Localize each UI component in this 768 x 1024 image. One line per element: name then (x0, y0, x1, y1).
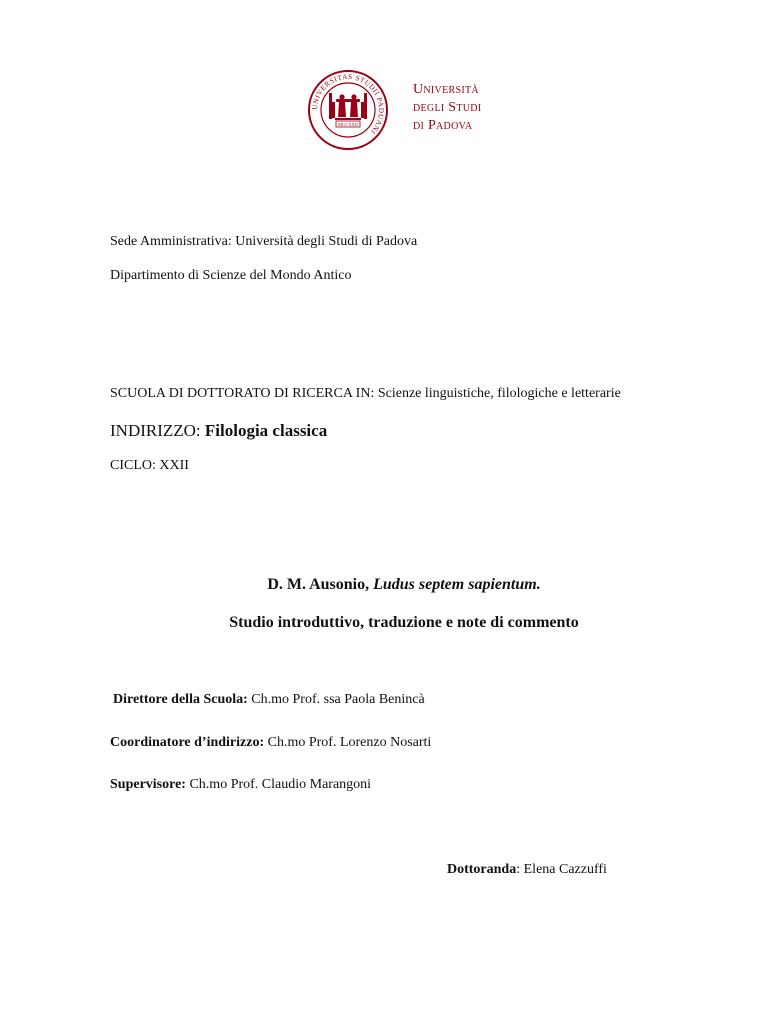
university-seal-icon (307, 69, 389, 151)
direttore-value: Ch.mo Prof. ssa Paola Benincà (251, 692, 425, 707)
dottoranda-line (447, 862, 607, 878)
scuola-line (110, 386, 621, 402)
university-name-line-1: Università (413, 82, 479, 97)
thesis-subtitle: Studio introduttivo, traduzione e note di commento (229, 614, 579, 631)
sede-line (110, 234, 417, 250)
scuola-label: SCUOLA DI DOTTORATO DI RICERCA IN: (110, 386, 375, 401)
university-name (413, 81, 481, 135)
dottoranda-label: Dottoranda (447, 862, 517, 877)
thesis-work-title: Ludus septem sapientum. (373, 576, 541, 593)
university-name-line-2: degli Studi (413, 100, 482, 115)
seal-outer-text: UNIVERSITAS STUDII PADUANI (310, 72, 386, 136)
supervisore-line (110, 777, 371, 793)
coordinatore-value: Ch.mo Prof. Lorenzo Nosarti (267, 735, 432, 750)
indirizzo-line (110, 421, 327, 441)
dipartimento-line: Dipartimento di Scienze del Mondo Antico (110, 268, 352, 283)
thesis-title (0, 576, 768, 594)
direttore-line (113, 692, 425, 708)
supervisore-label: Supervisore: (110, 777, 186, 792)
seal-year-text: MCCXXII (338, 122, 358, 127)
sede-value: Università degli Studi di Padova (235, 234, 418, 249)
coordinatore-line (110, 735, 431, 751)
thesis-author: D. M. Ausonio, (267, 576, 374, 593)
direttore-label: Direttore della Scuola: (113, 692, 248, 707)
university-name-line-3: di Padova (413, 118, 473, 133)
coordinatore-label: Coordinatore d’indirizzo: (110, 735, 265, 750)
scuola-value: Scienze linguistiche, filologiche e letterarie (377, 386, 621, 401)
supervisore-value: Ch.mo Prof. Claudio Marangoni (189, 777, 372, 792)
indirizzo-value: Filologia classica (204, 421, 328, 440)
university-logo (307, 69, 507, 151)
dottoranda-value: : Elena Cazzuffi (516, 862, 607, 877)
ciclo-line: CICLO: XXII (110, 458, 189, 473)
indirizzo-label: INDIRIZZO: (110, 421, 201, 440)
sede-label: Sede Amministrativa: (110, 234, 232, 249)
